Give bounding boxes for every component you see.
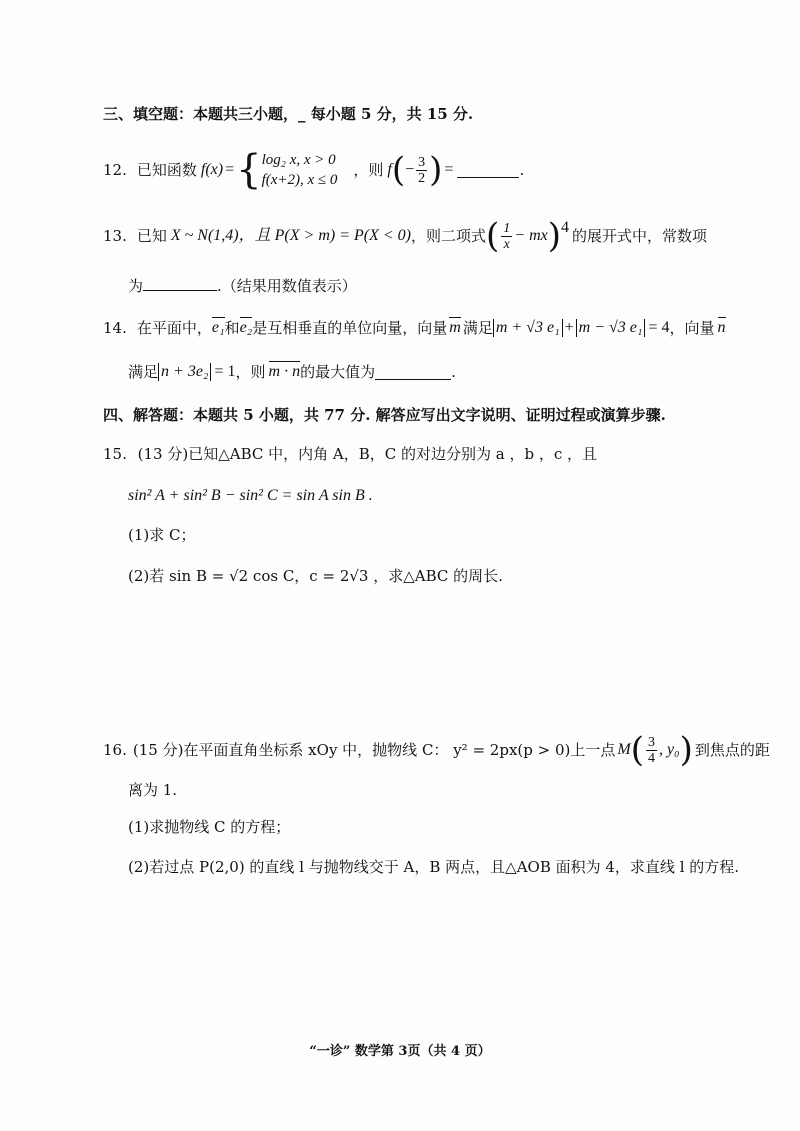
q13-fraction	[501, 221, 512, 252]
q16-y0: , y₀	[658, 741, 680, 758]
q12-fraction	[416, 155, 427, 186]
q13-line-2	[128, 276, 357, 296]
q14-abs-2: m − √3 e₁	[576, 319, 646, 337]
q12-case-1: log₂ x, x > 0	[261, 152, 336, 168]
q16-line1-prefix: (15 分)在平面直角坐标系 xOy 中，抛物线 C： y² = 2px(p > 0)上一点	[132, 741, 616, 759]
q12-frac-num: 3	[418, 154, 426, 170]
q14-abs-1: m + √3 e₁	[493, 319, 563, 337]
q12-then: ，则	[353, 161, 384, 179]
q14-and: 和	[224, 319, 240, 337]
q14-prefix: 在平面中，	[136, 319, 212, 337]
q16-line1-suffix: 到焦点的距	[694, 741, 770, 759]
q14-eq-1: = 1	[214, 363, 236, 380]
page-footer: “一诊” 数学第 3页（共 4 页）	[309, 1044, 491, 1059]
q13-frac-num: 1	[503, 220, 511, 236]
question-12: 12. 已知函数 f(x) = { log₂ x, x > 0 f(x+2), x ≤ 0 ，则 f ( − $\frac{3}{2}$ ) = .	[103, 147, 525, 193]
q13-suffix: 的展开式中，常数项	[572, 227, 708, 245]
q16-number: 16.	[103, 741, 127, 759]
q14-m: m	[449, 319, 461, 336]
q15-equation: sin² A + sin² B − sin² C = sin A sin B .	[128, 487, 373, 504]
q12-cases	[262, 150, 338, 190]
q14-plus: +	[564, 319, 574, 336]
q14-desc: 是互相垂直的单位向量，向量	[252, 319, 448, 337]
q13-number: 13.	[103, 227, 127, 245]
q14-line2-prefix: 满足	[128, 363, 159, 381]
q14-comma: ，向量	[669, 319, 715, 337]
q14-equals-4: = 4	[648, 319, 670, 336]
q16-frac-num: 3	[647, 734, 655, 750]
q14-number: 14.	[103, 319, 127, 337]
q13-mid: ，则二项式	[411, 227, 487, 245]
question-16: 16. (15 分)在平面直角坐标系 xOy 中，抛物线 C： y² = 2px(p > 0)上一点 M ( $\frac{3}{4}$ , y₀ ) 到焦点的距	[103, 730, 770, 770]
q14-satisfy: 满足	[462, 319, 493, 337]
section-3-title: 三、填空题：本题共三小题，_ 每小题 5 分，共 15 分.	[103, 105, 474, 123]
q12-prefix: 已知函数	[136, 161, 197, 179]
q12-brace: {	[236, 147, 262, 193]
q16-frac-den: 4	[647, 750, 655, 766]
q13-line2-prefix: 为	[128, 277, 144, 295]
q13-condition: ，且 P(X > m) = P(X < 0)	[238, 227, 411, 244]
q14-n: n	[717, 319, 726, 336]
q14-abs-3: n + 3e₂	[158, 363, 211, 381]
q12-answer-blank	[457, 163, 519, 178]
q15-part-2: (2)若 sin B = √2 cos C，c = 2√3 ，求△ABC 的周长.	[128, 567, 503, 585]
q16-fraction	[646, 735, 657, 766]
q13-term2: − mx	[514, 227, 548, 244]
q15-number: 15.	[103, 445, 127, 463]
q14-answer-blank	[375, 365, 451, 380]
q15-line-1: (13 分)已知△ABC 中，内角 A，B，C 的对边分别为 a ，b ，c ，且	[137, 445, 598, 463]
q12-func-name: f(x)	[200, 161, 224, 178]
q13-power: 4	[561, 219, 569, 236]
q12-eval-f: f	[387, 161, 392, 178]
q14-e2: e₂	[239, 319, 253, 336]
q12-end: .	[519, 161, 525, 179]
question-15	[103, 444, 597, 464]
q13-distribution: X ~ N(1,4)	[170, 227, 239, 244]
q16-part-1: (1)求抛物线 C 的方程；	[128, 818, 291, 836]
q12-minus: −	[405, 161, 415, 178]
q14-dot-product: m · n	[268, 363, 301, 380]
q12-case-2: f(x+2), x ≤ 0	[261, 172, 338, 188]
q12-number: 12.	[103, 161, 127, 179]
q13-line2-suffix: .（结果用数值表示）	[217, 277, 357, 295]
q16-line-2: 离为 1.	[128, 781, 178, 799]
q14-line2-suffix: 的最大值为	[300, 363, 376, 381]
q16-point-m: M	[617, 741, 631, 758]
q13-answer-blank	[143, 276, 217, 291]
q16-part-2: (2)若过点 P(2,0) 的直线 l 与抛物线交于 A，B 两点，且△AOB 面积为 4，求直线 l 的方程.	[128, 858, 740, 876]
q14-e1: e₁	[211, 319, 225, 336]
question-13: 13. 已知 X ~ N(1,4) ，且 P(X > m) = P(X < 0) ，则二项式 ( $\frac{1}{x}$ − mx ) 4 的展开式中，常数项	[103, 216, 708, 256]
q13-frac-den: x	[503, 236, 510, 252]
q13-prefix: 已知	[136, 227, 167, 245]
section-4-title: 四、解答题：本题共 5 小题，共 77 分. 解答应写出文字说明、证明过程或演算步骤.	[103, 406, 666, 424]
q14-line-2	[128, 362, 456, 382]
q15-part-1: (1)求 C；	[128, 526, 196, 544]
question-14	[103, 318, 726, 338]
q12-frac-den: 2	[418, 170, 426, 186]
q14-end: .	[451, 363, 456, 381]
q14-line2-mid: ，则	[235, 363, 266, 381]
q12-equals: =	[444, 161, 454, 178]
